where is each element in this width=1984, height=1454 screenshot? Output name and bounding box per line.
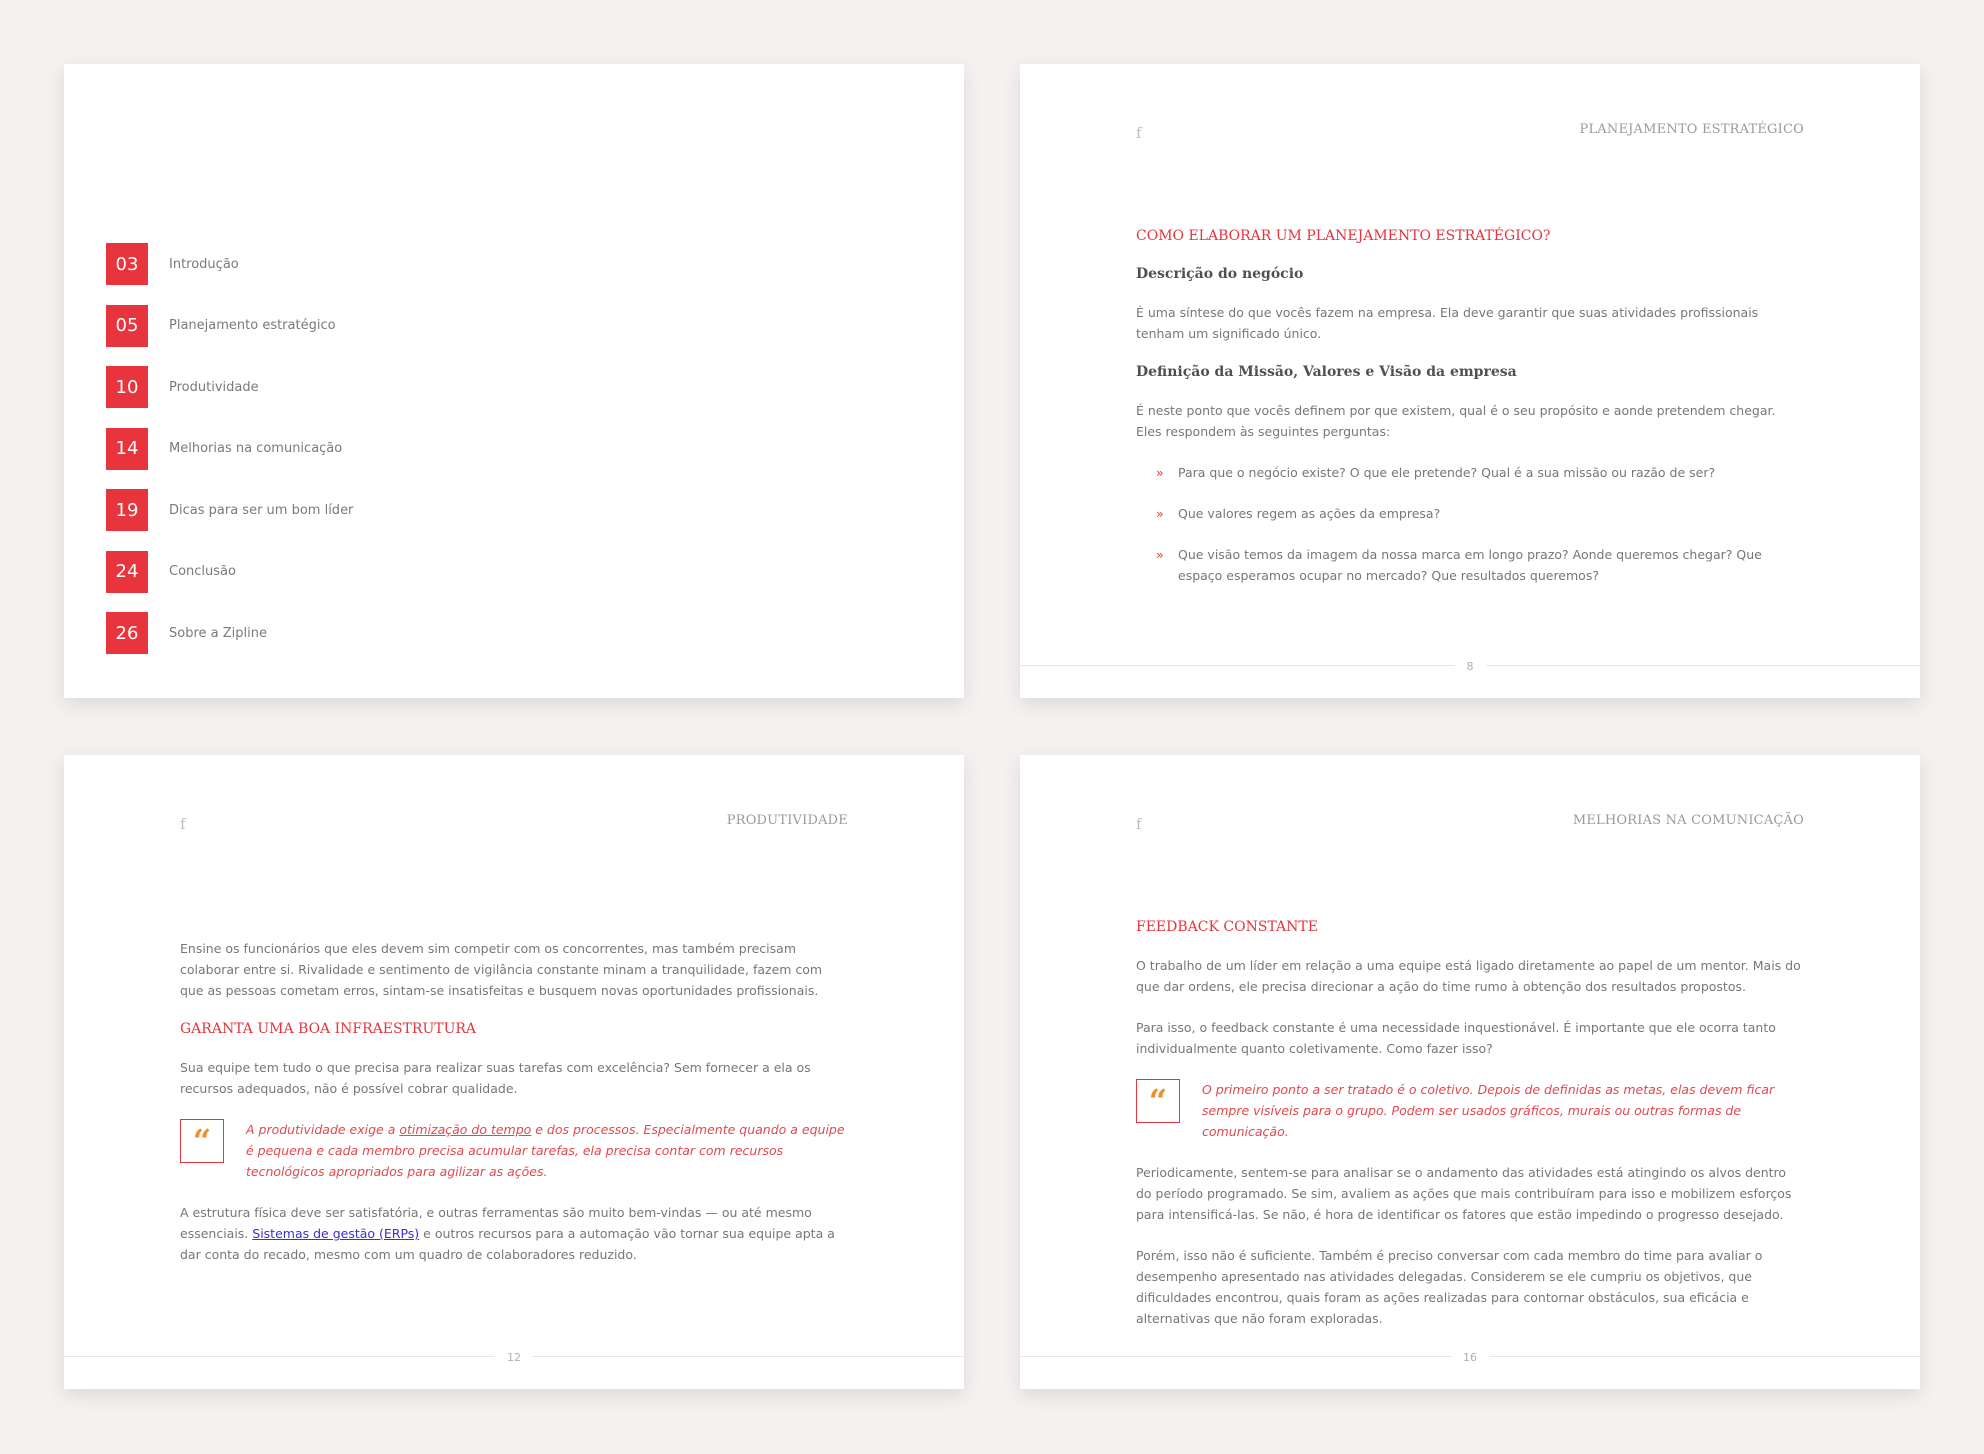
erp-link[interactable]: Sistemas de gestão (ERPs) <box>252 1226 420 1241</box>
paragraph: Porém, isso não é suficiente. Também é preciso conversar com cada membro do time para avaliar o desempenho apresentado nas atividades delegadas. Considerem se ele cumpriu os objetivos, que dificuldades encontrou, quais foram as ações realizadas para contornar obstáculos, sua eficácia e alternativas que não foram exploradas. <box>1136 1248 1763 1326</box>
toc-label: Introdução <box>169 256 239 272</box>
section-heading: COMO ELABORAR UM PLANEJAMENTO ESTRATÉGICO? <box>1136 228 1551 244</box>
bullet-marker: » <box>1156 547 1164 562</box>
page-produtividade <box>64 755 964 1389</box>
quote-text: A produtividade exige a otimização do tempo e dos processos. Especialmente quando a equipe é pequena e cada membro precisa acumular tarefas, ela precisa contar com recursos tecnológicos apropriados para agilizar as ações. <box>246 1122 845 1179</box>
toc-number: 10 <box>106 366 148 408</box>
toc-number: 19 <box>106 489 148 531</box>
subheading: Descrição do negócio <box>1136 266 1304 282</box>
paragraph: O trabalho de um líder em relação a uma equipe está ligado diretamente ao papel de um mentor. Mais do que dar ordens, ele precisa direcionar a ação do time rumo à obtenção dos resultados propostos. <box>1136 958 1801 994</box>
paragraph: É neste ponto que vocês definem por que existem, qual é o seu propósito e aonde pretendem chegar. Eles respondem às seguintes perguntas: <box>1136 403 1776 439</box>
pull-quote <box>1136 1079 1804 1142</box>
toc-label: Melhorias na comunicação <box>169 441 343 456</box>
paragraph: É uma síntese do que vocês fazem na empresa. Ela deve garantir que suas atividades profissionais tenham um significado único. <box>1136 305 1759 341</box>
paragraph: A estrutura física deve ser satisfatória, e outras ferramentas são muito bem-vindas — ou até mesmo essenciais. Sistemas de gestão (ERPs) e outros recursos para a automação vão tornar sua equipe apta a dar conta do recado, mesmo com um quadro de colaboradores reduzido. <box>180 1205 835 1262</box>
section-header: PRODUTIVIDADE <box>726 813 848 828</box>
toc-number: 03 <box>106 243 148 285</box>
paragraph: Para isso, o feedback constante é uma necessidade inquestionável. É importante que ele ocorra tanto individualmente quanto coletivamente. Como fazer isso? <box>1136 1020 1776 1056</box>
paragraph: Periodicamente, sentem-se para analisar se o andamento das atividades está atingindo os alvos dentro do período programado. Se sim, avaliem as ações que mais contribuíram para isso e mobilizem esforços para intensificá-las. Se não, é hora de identificar os fatores que estão impedindo o progresso desejado. <box>1136 1165 1792 1222</box>
list-item-text: Que valores regem as ações da empresa? <box>1178 506 1441 521</box>
page-number: 16 <box>1020 1351 1920 1364</box>
section-heading: GARANTA UMA BOA INFRAESTRUTURA <box>180 1021 477 1037</box>
quote-link[interactable]: otimização do tempo <box>399 1122 532 1137</box>
toc-item[interactable] <box>106 612 353 654</box>
toc-label: Sobre a Zipline <box>169 625 267 641</box>
list-item-text: Para que o negócio existe? O que ele pretende? Qual é a sua missão ou razão de ser? <box>1178 465 1716 480</box>
toc-item[interactable] <box>106 551 353 593</box>
toc-label: Produtividade <box>169 379 259 395</box>
list-item <box>1136 503 1804 524</box>
quote-text: O primeiro ponto a ser tratado é o coletivo. Depois de definidas as metas, elas devem ficar sempre visíveis para o grupo. Podem ser usados gráficos, murais ou outras formas de comunicação. <box>1202 1082 1775 1139</box>
list-item <box>1136 544 1804 586</box>
facebook-icon[interactable]: f <box>1136 815 1142 833</box>
quote-icon: “ <box>180 1119 224 1163</box>
facebook-icon[interactable]: f <box>1136 124 1142 142</box>
page-number: 8 <box>1020 660 1920 673</box>
toc-item[interactable] <box>106 489 353 531</box>
list-item-text: Que visão temos da imagem da nossa marca em longo prazo? Aonde queremos chegar? Que espaço esperamos ocupar no mercado? Que resultados queremos? <box>1178 547 1762 583</box>
pull-quote <box>180 1119 848 1182</box>
table-of-contents <box>106 243 353 674</box>
bullet-marker: » <box>1156 465 1164 480</box>
toc-number: 05 <box>106 305 148 347</box>
section-header: MELHORIAS NA COMUNICAÇÃO <box>1572 813 1804 828</box>
quote-icon: “ <box>1136 1079 1180 1123</box>
page-number: 12 <box>64 1351 964 1364</box>
paragraph: Sua equipe tem tudo o que precisa para realizar suas tarefas com excelência? Sem fornecer a ela os recursos adequados, não é possível cobrar qualidade. <box>180 1060 811 1096</box>
toc-item[interactable] <box>106 243 353 285</box>
page-content <box>1136 228 1804 586</box>
subheading: Definição da Missão, Valores e Visão da empresa <box>1136 364 1517 380</box>
toc-item[interactable] <box>106 366 353 408</box>
facebook-icon[interactable]: f <box>180 815 186 833</box>
list-item <box>1136 462 1804 483</box>
toc-number: 24 <box>106 551 148 593</box>
toc-item[interactable] <box>106 305 353 347</box>
page-content <box>180 938 848 1265</box>
toc-label: Planejamento estratégico <box>169 318 336 333</box>
toc-label: Conclusão <box>169 564 236 579</box>
paragraph: Ensine os funcionários que eles devem sim competir com os concorrentes, mas também precisam colaborar entre si. Rivalidade e sentimento de vigilância constante minam a tranquilidade, fazem com que as pessoas cometam erros, sintam-se insatisfeitas e busquem novas oportunidades profissionais. <box>180 941 823 998</box>
toc-label: Dicas para ser um bom líder <box>169 502 354 518</box>
toc-page <box>64 64 964 698</box>
section-header: PLANEJAMENTO ESTRATÉGICO <box>1579 122 1804 137</box>
toc-number: 26 <box>106 612 148 654</box>
bullet-marker: » <box>1156 506 1164 521</box>
page-comunicacao <box>1020 755 1920 1389</box>
toc-number: 14 <box>106 428 148 470</box>
page-planejamento <box>1020 64 1920 698</box>
page-content <box>1136 919 1804 1329</box>
section-heading: FEEDBACK CONSTANTE <box>1136 919 1318 935</box>
toc-item[interactable] <box>106 428 353 470</box>
